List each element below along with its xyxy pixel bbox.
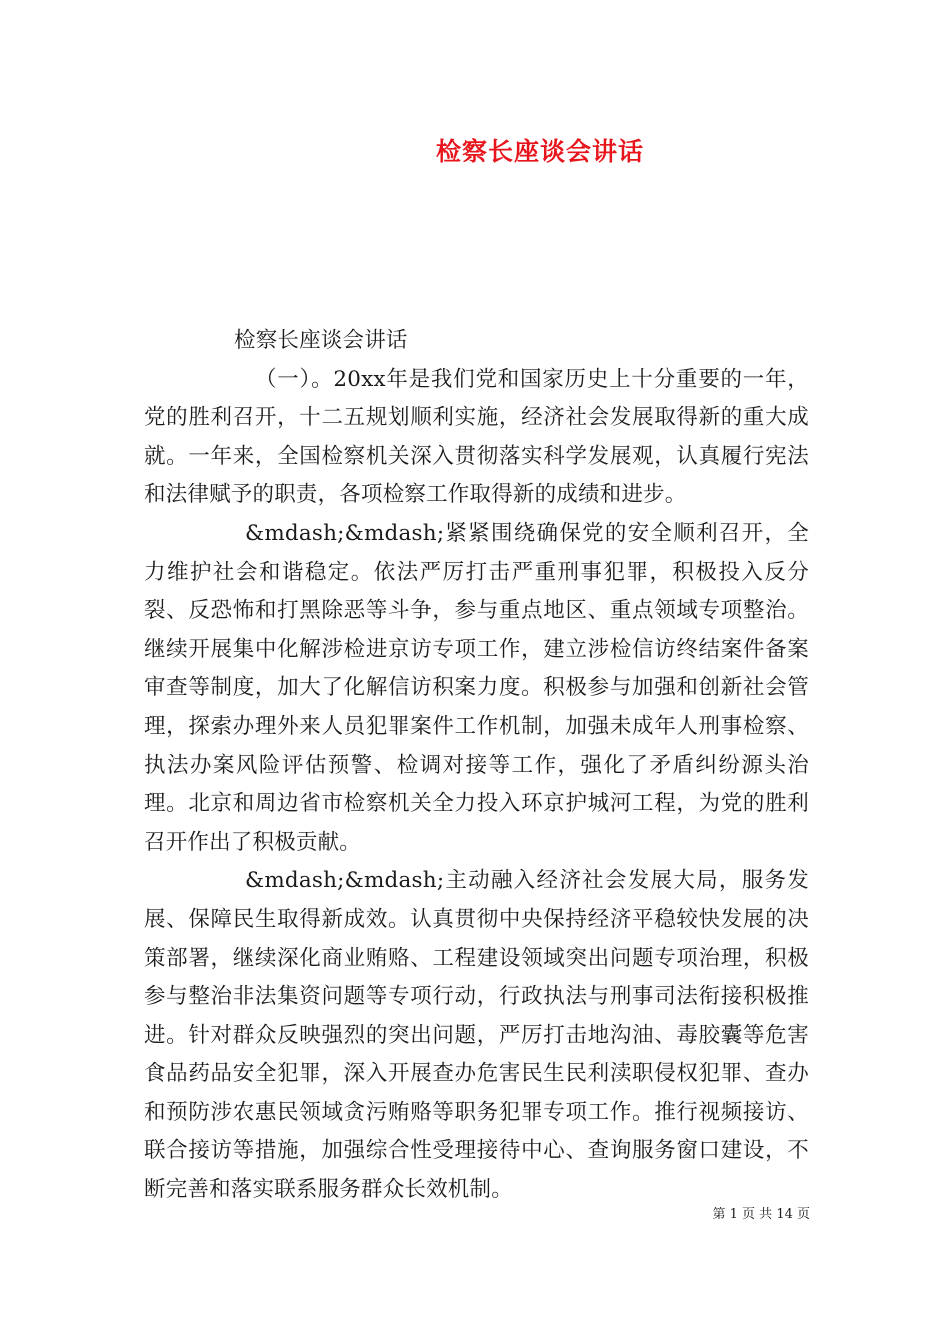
document-body: [144, 322, 809, 1210]
paragraph-social-stability: &mdash;&mdash;紧紧围绕确保党的安全顺利召开，全力维护社会和谐稳定。依法严厉打击严重刑事犯罪，积极投入反分裂、反恐怖和打黑除恶等斗争，参与重点地区、重点领域专项整治。继续开展集中化解涉检进京访专项工作，建立涉检信访终结案件备案审查等制度，加大了化解信访积案力度。积极参与加强和创新社会管理，探索办理外来人员犯罪案件工作机制，加强未成年人刑事检察、执法办案风险评估预警、检调对接等工作，强化了矛盾纠纷源头治理。北京和周边省市检察机关全力投入环京护城河工程，为党的胜利召开作出了积极贡献。: [144, 520, 809, 855]
document-title: 检察长座谈会讲话: [435, 137, 644, 166]
document-subtitle: 检察长座谈会讲话: [234, 328, 408, 353]
page-number-footer: 第 1 页 共 14 页: [712, 1207, 810, 1222]
paragraph-intro: （一）。20xx年是我们党和国家历史上十分重要的一年，党的胜利召开，十二五规划顺利实施，经济社会发展取得新的重大成就。一年来，全国检察机关深入贯彻落实科学发展观，认真履行宪法和法律赋予的职责，各项检察工作取得新的成绩和进步。: [144, 366, 809, 508]
paragraph-economic-development: &mdash;&mdash;主动融入经济社会发展大局，服务发展、保障民生取得新成效。认真贯彻中央保持经济平稳较快发展的决策部署，继续深化商业贿赂、工程建设领域突出问题专项治理，积极参与整治非法集资问题等专项行动，行政执法与刑事司法衔接积极推进。针对群众反映强烈的突出问题，严厉打击地沟油、毒胶囊等危害食品药品安全犯罪，深入开展查办危害民生民利渎职侵权犯罪、查办和预防涉农惠民领域贪污贿赂等职务犯罪专项工作。推行视频接访、联合接访等措施，加强综合性受理接待中心、查询服务窗口建设，不断完善和落实联系服务群众长效机制。: [144, 868, 809, 1203]
